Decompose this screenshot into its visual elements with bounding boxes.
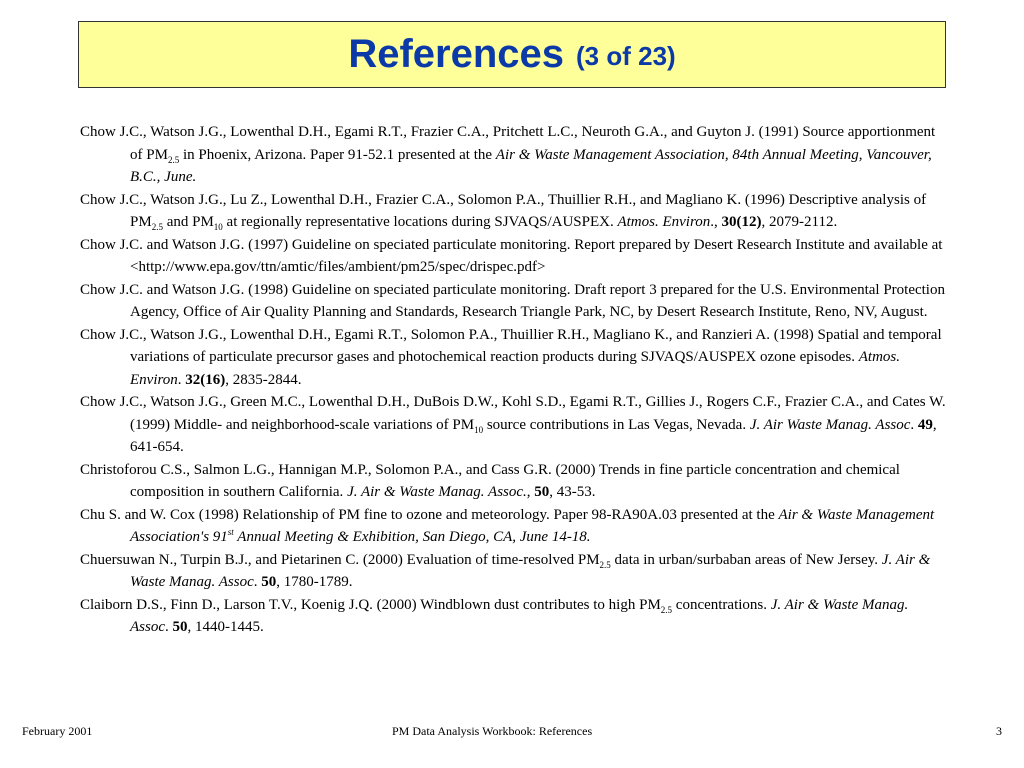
footer-date: February 2001 [22, 724, 93, 738]
footer-title: PM Data Analysis Workbook: References [392, 724, 593, 738]
reference-list [80, 121, 950, 639]
reference-item: Chow J.C., Watson J.G., Lu Z., Lowenthal D.H., Frazier C.A., Solomon P.A., Thuillier R.H., and Magliano K. (1996) Descriptive analysis of $PM_{2.5}$ and $PM_{10}$ at regionally representative locations during SJVAQS/AUSPEX. Atmos. Environ., 30(12), 2079-2112. [80, 191, 927, 232]
reference-item: Christoforou C.S., Salmon L.G., Hannigan M.P., Solomon P.A., and Cass G.R. (2000) Trends in fine particle concentration and chemical composition in southern California. J. Air & Waste Manag. Assoc., 50, 43-53. [80, 461, 900, 500]
reference-item: Claiborn D.S., Finn D., Larson T.V., Koenig J.Q. (2000) Windblown dust contributes to high $PM_{2.5}$ concentrations. J. Air & Waste Manag. Assoc. 50, 1440-1445. [80, 596, 909, 635]
reference-item: Chu S. and W. Cox (1998) Relationship of PM fine to ozone and meteorology. Paper 98-RA90A.03 presented at the Air & Waste Management Association's 91st Annual Meeting & Exhibition, San Diego, CA, June 14-18. [80, 506, 935, 545]
reference-item: Chow J.C., Watson J.G., Lowenthal D.H., Egami R.T., Frazier C.A., Pritchett L.C., Neuroth G.A., and Guyton J. (1991) Source apportionment of $PM_{2.5}$ in Phoenix, Arizona. Paper 91-52.1 presented at the Air & Waste Management Association, 84th Annual Meeting, Vancouver, B.C., June. [80, 124, 936, 185]
reference-item: Chow J.C., Watson J.G., Lowenthal D.H., Egami R.T., Solomon P.A., Thuillier R.H., Magliano K., and Ranzieri A. (1998) Spatial and temporal variations of particulate precursor gases and photochemical reaction products during SJVAQS/AUSPEX ozone episodes. Atmos. Environ. 32(16), 2835-2844. [80, 326, 942, 388]
reference-item: Chow J.C. and Watson J.G. (1997) Guideline on speciated particulate monitoring. Report prepared by Desert Research Institute and available at <http://www.epa.gov/ttn/amtic/files/ambient/pm25/spec/drispec.pdf> [80, 236, 943, 275]
page-counter: (3 of 23) [576, 41, 676, 71]
reference-item: Chow J.C., Watson J.G., Green M.C., Lowenthal D.H., DuBois D.W., Kohl S.D., Egami R.T., Gillies J., Rogers C.F., Frazier C.A., and Cates W. (1999) Middle- and neighborhood-scale variations of $PM_{10}$ source contributions in Las Vegas, Nevada. J. Air Waste Manag. Assoc. 49, 641-654. [80, 394, 946, 455]
page-number: 3 [996, 724, 1002, 738]
title-banner [78, 21, 946, 88]
reference-item: Chow J.C. and Watson J.G. (1998) Guideline on speciated particulate monitoring. Draft report 3 prepared for the U.S. Environmental Protection Agency, Office of Air Quality Planning and Standards, Research Triangle Park, NC, by Desert Research Institute, Reno, NV, August. [80, 281, 945, 320]
page-title: References [348, 32, 564, 76]
reference-item: Chuersuwan N., Turpin B.J., and Pietarinen C. (2000) Evaluation of time-resolved $PM_{2.5}$ data in urban/surbaban areas of New Jersey. J. Air & Waste Manag. Assoc. 50, 1780-1789. [80, 551, 931, 590]
